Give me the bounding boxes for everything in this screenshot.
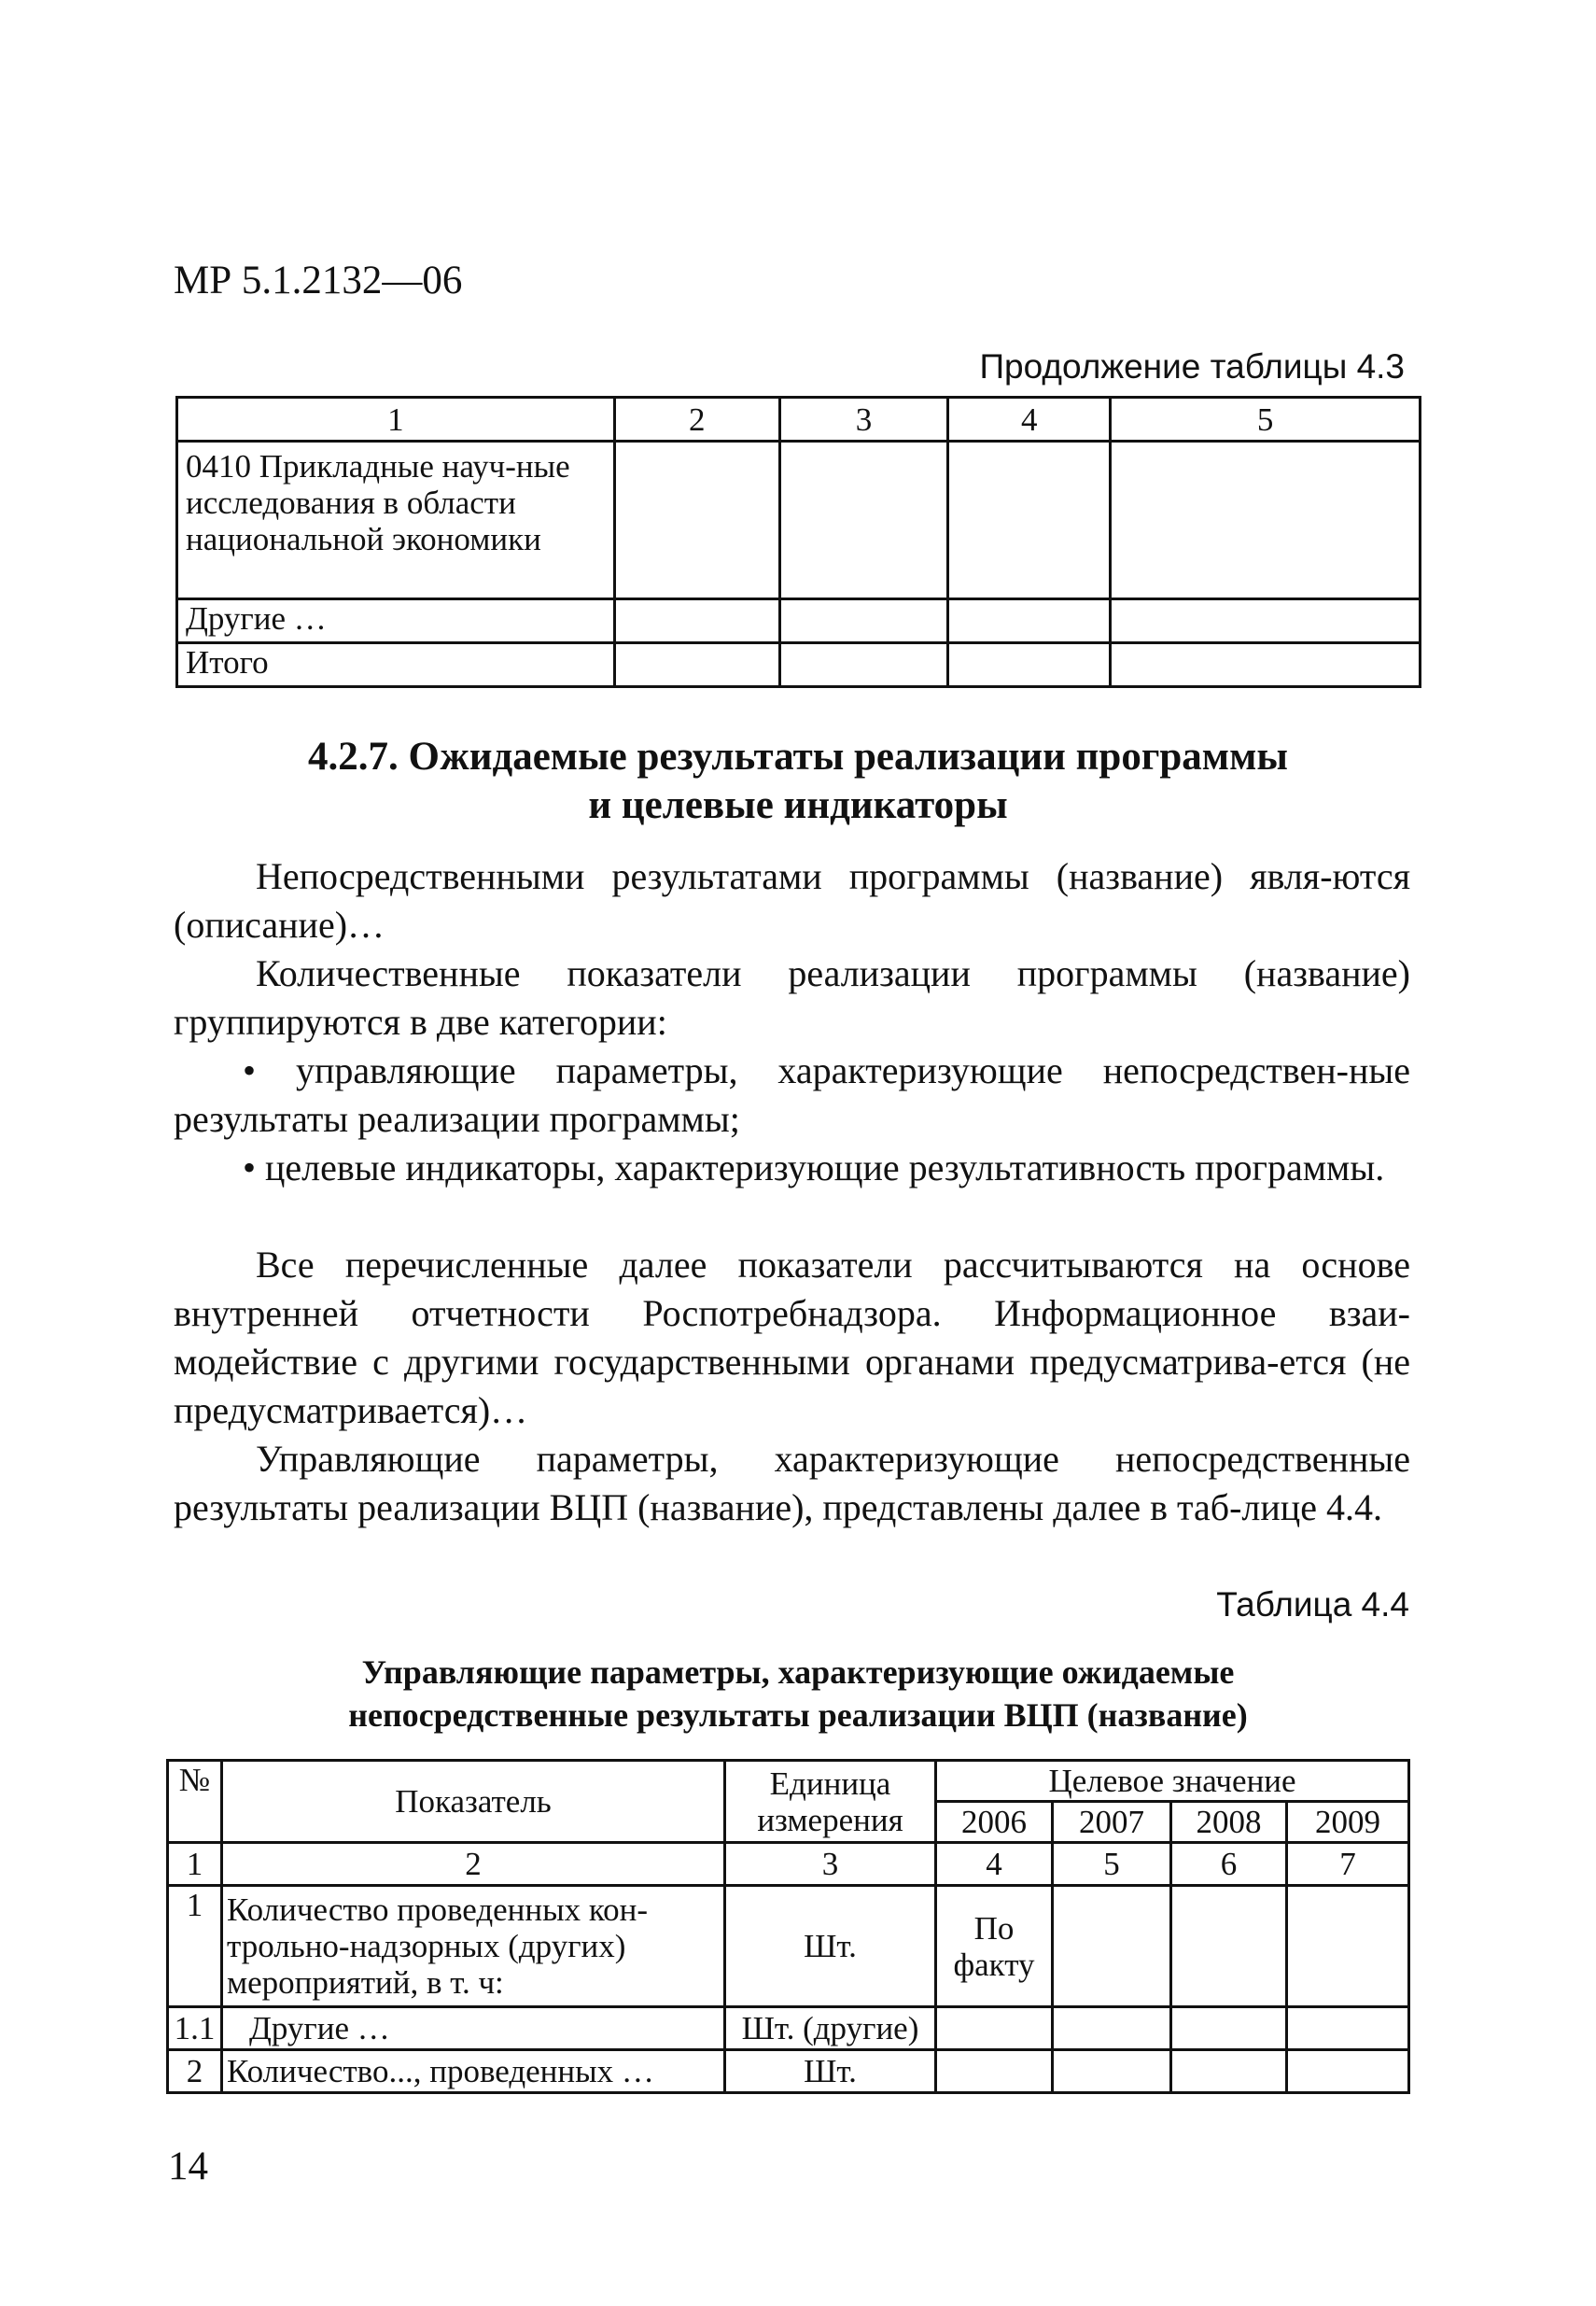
table-continuation-label: Продолжение таблицы 4.3 (979, 347, 1405, 386)
year-header: 2006 (936, 1802, 1053, 1843)
column-number: 6 (1171, 1843, 1287, 1886)
column-number: 1 (177, 398, 615, 442)
table-row (168, 2050, 1409, 2093)
bullet-item: • целевые индикаторы, характеризующие результативность программы. (243, 1146, 1385, 1188)
paragraph: Количественные показатели реализации программы (название) группируются в две категории: (174, 952, 1410, 1043)
table-cell (948, 599, 1111, 643)
paragraph: Непосредственными результатами программы (название) явля-ются (описание)… (174, 855, 1410, 946)
table-label: Таблица 4.4 (1216, 1585, 1409, 1624)
bullet-item: • управляющие параметры, характеризующие непосредствен-ные результаты реализации программы; (174, 1049, 1410, 1140)
table-4-3 (175, 396, 1421, 688)
table-cell (948, 442, 1111, 599)
column-number: 4 (948, 398, 1111, 442)
table-cell (779, 643, 947, 687)
column-number: 2 (614, 398, 779, 442)
row-label: Другие … (177, 599, 615, 643)
number-header: № (168, 1761, 222, 1843)
table-cell (1171, 1886, 1287, 2007)
table-header-row (168, 1761, 1409, 1802)
paragraph: Управляющие параметры, характеризующие непосредственные результаты реализации ВЦП (название), представлены далее в таб-лице 4.4. (174, 1438, 1410, 1528)
table-cell (1053, 2050, 1171, 2093)
table-cell (1171, 2050, 1287, 2093)
row-number: 1 (168, 1886, 222, 2007)
year-header: 2009 (1287, 1802, 1409, 1843)
table-row (168, 1886, 1409, 2007)
table-header-row (177, 398, 1421, 442)
indicator-cell: Количество проведенных кон-трольно-надзорных (других) мероприятий, в т. ч: (222, 1886, 725, 2007)
table-title-line: Управляющие параметры, характеризующие ожидаемые (361, 1653, 1235, 1691)
year-2006-cell (936, 2050, 1053, 2093)
row-label: 0410 Прикладные науч-ные исследования в области национальной экономики (177, 442, 615, 599)
indicator-cell: Количество..., проведенных … (222, 2050, 725, 2093)
target-value-header: Целевое значение (936, 1761, 1409, 1802)
column-number: 1 (168, 1843, 222, 1886)
table-row (177, 599, 1421, 643)
indicator-header: Показатель (222, 1761, 725, 1843)
section-heading-line: и целевые индикаторы (588, 783, 1008, 827)
table-row (177, 643, 1421, 687)
table-cell (1111, 442, 1421, 599)
table-row (168, 2007, 1409, 2050)
table-cell (1053, 1886, 1171, 2007)
page-number: 14 (168, 2144, 208, 2188)
table-row (177, 442, 1421, 599)
column-number: 3 (725, 1843, 936, 1886)
column-number: 5 (1111, 398, 1421, 442)
document-code: МР 5.1.2132—06 (174, 259, 463, 302)
table-cell (948, 643, 1111, 687)
column-number: 4 (936, 1843, 1053, 1886)
table-title (0, 1651, 1596, 1737)
year-header: 2008 (1171, 1802, 1287, 1843)
year-header: 2007 (1053, 1802, 1171, 1843)
row-number: 1.1 (168, 2007, 222, 2050)
table-cell (1287, 2007, 1409, 2050)
section-heading-line: 4.2.7. Ожидаемые результаты реализации программы (308, 735, 1288, 779)
table-cell (1053, 2007, 1171, 2050)
column-number-row (168, 1843, 1409, 1886)
column-number: 5 (1053, 1843, 1171, 1886)
table-cell (1171, 2007, 1287, 2050)
table-cell (614, 442, 779, 599)
section-heading (0, 733, 1596, 830)
table-cell (614, 599, 779, 643)
row-label: Итого (177, 643, 615, 687)
year-2006-cell (936, 2007, 1053, 2050)
paragraph: Все перечисленные далее показатели рассчитываются на основе внутренней отчетности Роспотребнадзора. Информационное взаи-модействие с другими государственными органами предусматрива-ется (не предусматривается)… (174, 1244, 1410, 1431)
column-number: 3 (779, 398, 947, 442)
year-2006-cell: По факту (936, 1886, 1053, 2007)
column-number: 2 (222, 1843, 725, 1886)
table-cell (1287, 2050, 1409, 2093)
unit-cell: Шт. (725, 1886, 936, 2007)
table-cell (1287, 1886, 1409, 2007)
indicator-cell: Другие … (222, 2007, 725, 2050)
row-number: 2 (168, 2050, 222, 2093)
table-cell (614, 643, 779, 687)
unit-header: Единица измерения (725, 1761, 936, 1843)
unit-cell: Шт. (725, 2050, 936, 2093)
table-title-line: непосредственные результаты реализации ВЦП (название) (348, 1696, 1248, 1734)
table-cell (779, 442, 947, 599)
unit-cell: Шт. (другие) (725, 2007, 936, 2050)
column-number: 7 (1287, 1843, 1409, 1886)
table-4-4 (166, 1759, 1410, 2094)
table-cell (1111, 643, 1421, 687)
table-cell (1111, 599, 1421, 643)
table-cell (779, 599, 947, 643)
